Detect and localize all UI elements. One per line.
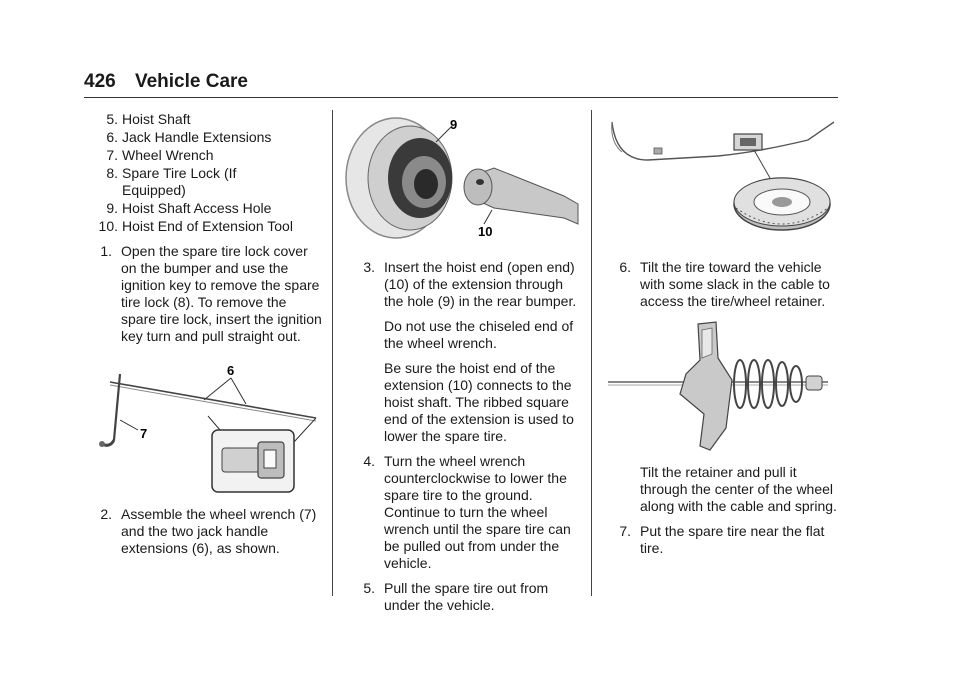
list-item: 8. Spare Tire Lock (If Equipped) <box>106 165 237 198</box>
callout-9: 9 <box>450 117 458 132</box>
page-header <box>84 71 248 93</box>
step-4: 4. Turn the wheel wrench counterclockwise to lower the spare tire to the ground. Continue to turn the wheel wrench until the spare tire can be pulled out from under the vehicle. <box>363 453 571 571</box>
parts-list <box>88 111 324 235</box>
step-6-note: Tilt the retainer and pull it through the center of the wheel along with the cable and spring. <box>640 464 837 514</box>
column-divider-2 <box>591 110 592 596</box>
callout-6: 6 <box>227 363 235 378</box>
step-6: 6. Tilt the tire toward the vehicle with some slack in the cable to access the tire/wheel retainer. <box>619 259 830 309</box>
list-item: 10. Hoist End of Extension Tool <box>98 218 293 234</box>
step-5: 5. Pull the spare tire out from under the vehicle. <box>363 580 549 613</box>
column-3-lower <box>607 464 839 557</box>
step-1: 1. Open the spare tire lock cover on the bumper and use the ignition key to remove the spare tire lock (8). To remove the spare tire lock, insert the ignition key turn and pull straight out. <box>100 243 322 344</box>
step-7: 7. Put the spare tire near the flat tire. <box>619 523 825 556</box>
list-item: 5. Hoist Shaft <box>106 111 191 127</box>
step-3-note-2: Be sure the hoist end of the extension (10) connects to the hoist shaft. The ribbed square end of the extension is used to lower the spare tire. <box>384 360 574 444</box>
wrench-extensions-figure <box>90 362 326 496</box>
retainer-spring-figure <box>606 318 836 454</box>
column-3 <box>607 259 839 310</box>
column-2 <box>351 259 583 614</box>
column-1 <box>88 111 324 345</box>
callout-10: 10 <box>478 224 493 239</box>
hoist-hole-figure <box>344 112 580 244</box>
section-title: Vehicle Care <box>134 71 249 92</box>
list-item: 7. Wheel Wrench <box>106 147 214 163</box>
spare-tire-figure <box>608 112 838 242</box>
step-2: 2. Assemble the wheel wrench (7) and the two jack handle extensions (6), as shown. <box>100 506 317 556</box>
column-divider-1 <box>332 110 333 596</box>
step-3-note-1: Do not use the chiseled end of the wheel wrench. <box>384 318 574 351</box>
page-number: 426 <box>84 71 116 92</box>
callout-7: 7 <box>140 426 148 441</box>
step-3: 3. Insert the hoist end (open end) (10) of the extension through the hole (9) in the rear bumper. <box>363 259 577 309</box>
list-item: 6. Jack Handle Extensions <box>106 129 272 145</box>
header-rule <box>84 97 838 98</box>
column-1-lower <box>88 506 324 557</box>
list-item: 9. Hoist Shaft Access Hole <box>106 200 272 216</box>
